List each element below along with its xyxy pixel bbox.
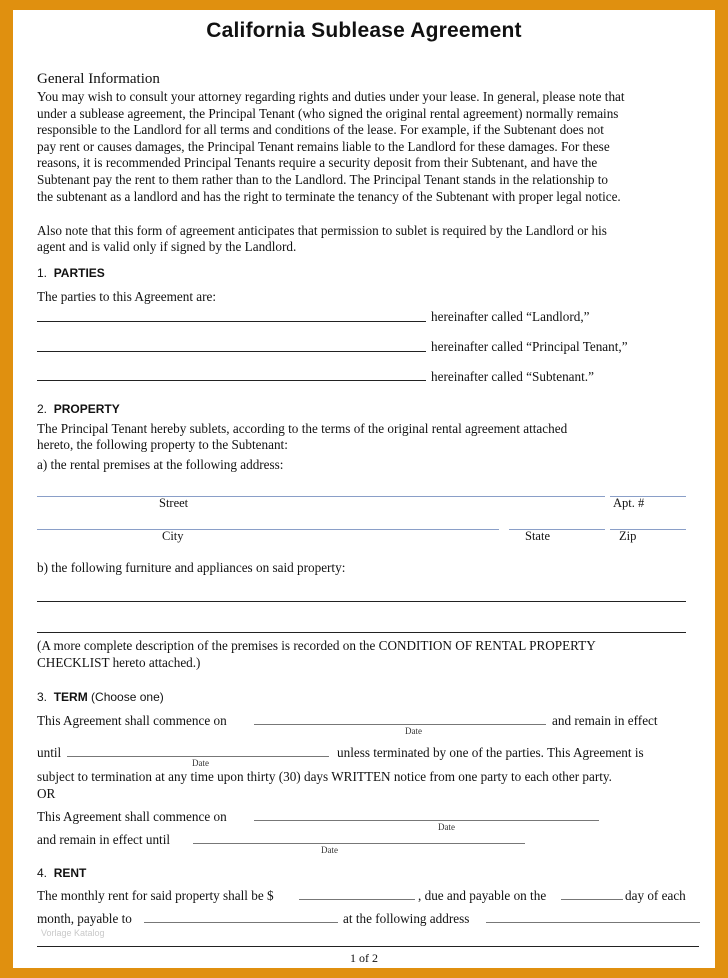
apt-label: Apt. #	[613, 496, 645, 510]
section-rent-heading	[37, 866, 86, 880]
section-number: 3.	[37, 690, 48, 704]
state-field[interactable]	[509, 529, 605, 530]
city-field[interactable]	[37, 529, 499, 530]
date-caption: Date	[321, 845, 338, 855]
page-number: 1 of 2	[350, 951, 378, 965]
section-parties-heading	[37, 266, 105, 280]
date-caption: Date	[438, 822, 455, 832]
rent-payee-field[interactable]	[144, 922, 338, 923]
until-date-field[interactable]	[67, 756, 329, 757]
section-title: PROPERTY	[53, 402, 120, 416]
term-termination-text: subject to termination at any time upon thirty (30) days WRITTEN notice from one party to each other party.	[37, 769, 612, 784]
section-title: TERM	[53, 690, 88, 704]
note-paragraph-line: agent and is valid only if signed by the Landlord.	[37, 239, 297, 254]
rent-due-day-field[interactable]	[561, 899, 623, 900]
date-caption: Date	[192, 758, 209, 768]
rent-address-field-line-2[interactable]	[37, 946, 699, 947]
general-paragraph-line: under a sublease agreement, the Principal Tenant (who signed the original rental agreement) normally remains	[37, 106, 619, 121]
checklist-note-line: (A more complete description of the premises is recorded on the CONDITION OF RENTAL PROPERTY	[37, 638, 596, 653]
zip-label: Zip	[619, 529, 637, 543]
furniture-field-line-2[interactable]	[37, 632, 686, 633]
city-label: City	[162, 529, 184, 543]
checklist-note-line: CHECKLIST hereto attached.)	[37, 655, 201, 670]
section-number: 4.	[37, 866, 48, 880]
section-number: 1.	[37, 266, 48, 280]
property-item-a: a) the rental premises at the following address:	[37, 457, 284, 472]
street-label: Street	[159, 496, 189, 510]
general-paragraph-line: You may wish to consult your attorney regarding rights and duties under your lease. In general, please note that	[37, 89, 625, 104]
general-paragraph-line: Subtenant pay the rent to them rather than to the Landlord. The Principal Tenant stands in the relationship to	[37, 172, 609, 187]
section-title: PARTIES	[53, 266, 105, 280]
property-intro-line: The Principal Tenant hereby sublets, according to the terms of the original rental agreement attached	[37, 421, 568, 436]
watermark-text: Vorlage Katalog	[41, 928, 105, 938]
rent-address-field[interactable]	[486, 922, 700, 923]
state-label: State	[525, 529, 550, 543]
subtenant-label: hereinafter called “Subtenant.”	[431, 369, 594, 384]
street-field[interactable]	[37, 496, 605, 497]
remain-until-date-field[interactable]	[193, 843, 525, 844]
commence-date-field[interactable]	[254, 724, 546, 725]
general-paragraph-line: responsible to the Landlord for all terms and conditions of the lease. For example, if the Subtenant does not	[37, 122, 604, 137]
document-title: California Sublease Agreement	[206, 19, 522, 42]
section-term-heading	[37, 690, 164, 704]
section-number: 2.	[37, 402, 48, 416]
term-remain-until-label: and remain in effect until	[37, 832, 171, 847]
general-paragraph-line: reasons, it is recommended Principal Tenants require a security deposit from their Subtenant, and have the	[37, 155, 598, 170]
term-commence-label: This Agreement shall commence on	[37, 713, 227, 728]
furniture-field-line-1[interactable]	[37, 601, 686, 602]
rent-day-label: day of each	[625, 888, 686, 903]
principal-tenant-name-field[interactable]	[37, 351, 426, 352]
rent-amount-label: The monthly rent for said property shall be $	[37, 888, 274, 903]
term-until-label: until	[37, 745, 62, 760]
note-paragraph-line: Also note that this form of agreement anticipates that permission to sublet is required by the Landlord or his	[37, 223, 607, 238]
term-unless-label: unless terminated by one of the parties. This Agreement is	[337, 745, 644, 760]
term-or-label: OR	[37, 786, 56, 801]
section-property-heading	[37, 402, 120, 416]
section-title: RENT	[53, 866, 87, 880]
landlord-name-field[interactable]	[37, 321, 426, 322]
commence-alt-date-field[interactable]	[254, 820, 599, 821]
general-info-heading: General Information	[37, 71, 160, 87]
date-caption: Date	[405, 726, 422, 736]
rent-address-label: at the following address	[343, 911, 470, 926]
rent-due-label: , due and payable on the	[418, 888, 547, 903]
parties-intro: The parties to this Agreement are:	[37, 289, 217, 304]
document-page	[13, 10, 715, 968]
choose-one-note: (Choose one)	[91, 690, 164, 704]
general-paragraph-line: the subtenant as a landlord and has the right to terminate the tenancy of the Subtenant with proper legal notice.	[37, 189, 621, 204]
term-commence-alt-label: This Agreement shall commence on	[37, 809, 227, 824]
rent-amount-field[interactable]	[299, 899, 415, 900]
principal-tenant-label: hereinafter called “Principal Tenant,”	[431, 339, 628, 354]
term-remain-label: and remain in effect	[552, 713, 658, 728]
property-item-b: b) the following furniture and appliances on said property:	[37, 560, 346, 575]
subtenant-name-field[interactable]	[37, 380, 426, 381]
general-paragraph-line: pay rent or causes damages, the Principal Tenant remains liable to the Landlord for these damages. For these	[37, 139, 610, 154]
property-intro-line: hereto, the following property to the Subtenant:	[37, 437, 288, 452]
landlord-label: hereinafter called “Landlord,”	[431, 309, 590, 324]
rent-payable-label: month, payable to	[37, 911, 132, 926]
